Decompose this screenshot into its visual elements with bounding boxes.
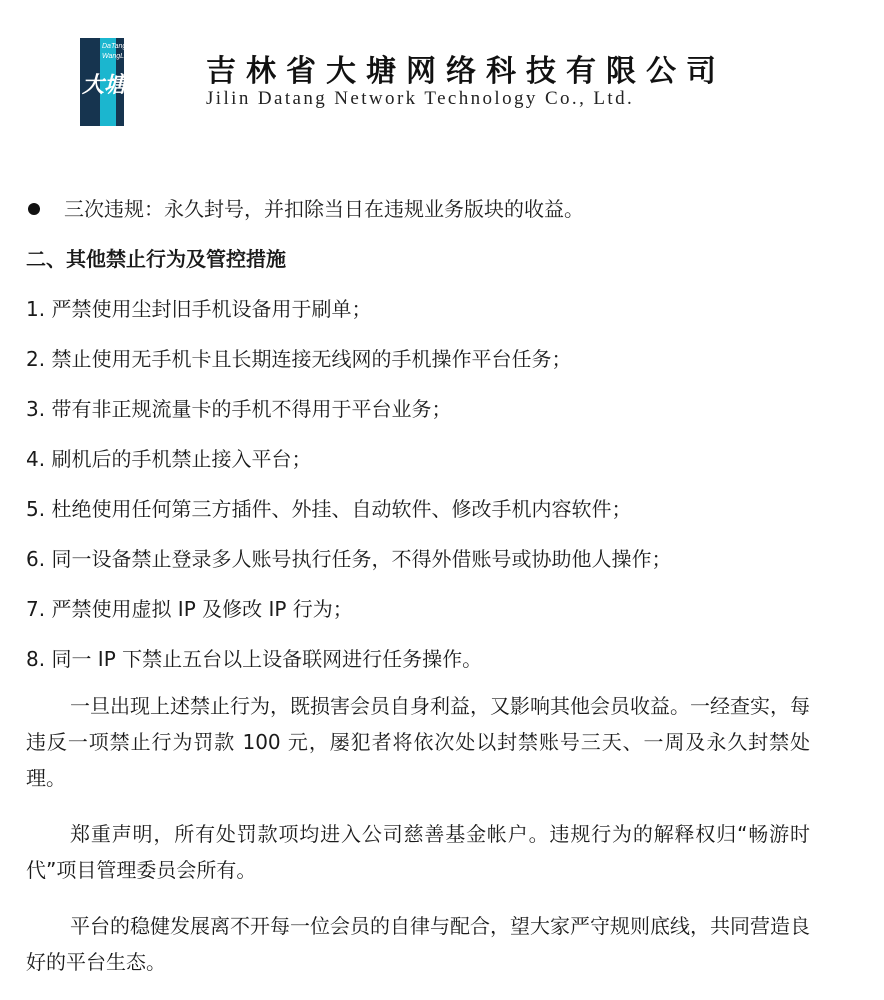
list-item: 2. 禁止使用无手机卡且长期连接无线网的手机操作平台任务； [26, 347, 572, 371]
bullet-dot-icon [28, 203, 40, 215]
company-name-en: Jilin Datang Network Technology Co., Ltd. [206, 88, 635, 109]
bullet-item [26, 194, 816, 224]
list-item: 6. 同一设备禁止登录多人账号执行任务，不得外借账号或协助他人操作； [26, 547, 672, 571]
logo-main-text: 大塘网络 [82, 73, 171, 98]
list-item: 1. 严禁使用尘封旧手机设备用于刷单； [26, 297, 372, 321]
logo-sub-text: WangLuo [102, 53, 132, 60]
paragraph-closing: 平台的稳健发展离不开每一位会员的自律与配合，望大家严守规则底线，共同营造良好的平台生态。 [26, 914, 810, 974]
company-logo [80, 38, 172, 126]
company-name-cn: 吉林省大塘网络科技有限公司 [206, 54, 726, 89]
list-item: 3. 带有非正规流量卡的手机不得用于平台业务； [26, 397, 452, 421]
bullet-item-text: 三次违规：永久封号，并扣除当日在违规业务版块的收益。 [64, 197, 584, 221]
letterhead [76, 38, 776, 128]
paragraph-penalty: 一旦出现上述禁止行为，既损害会员自身利益，又影响其他会员收益。一经查实，每违反一项禁止行为罚款 100 元，屡犯者将依次处以封禁账号三天、一周及永久封禁处理。 [26, 694, 810, 790]
logo-top-text: DaTang [102, 43, 127, 50]
list-item: 5. 杜绝使用任何第三方插件、外挂、自动软件、修改手机内容软件； [26, 497, 632, 521]
document-body [26, 190, 816, 1000]
section-heading: 二、其他禁止行为及管控措施 [26, 247, 286, 271]
paragraph-declaration: 郑重声明，所有处罚款项均进入公司慈善基金帐户。违规行为的解释权归“畅游时代”项目管理委员会所有。 [26, 822, 810, 882]
list-item: 8. 同一 IP 下禁止五台以上设备联网进行任务操作。 [26, 647, 483, 671]
list-item: 7. 严禁使用虚拟 IP 及修改 IP 行为； [26, 597, 353, 621]
list-item: 4. 刷机后的手机禁止接入平台； [26, 447, 312, 471]
